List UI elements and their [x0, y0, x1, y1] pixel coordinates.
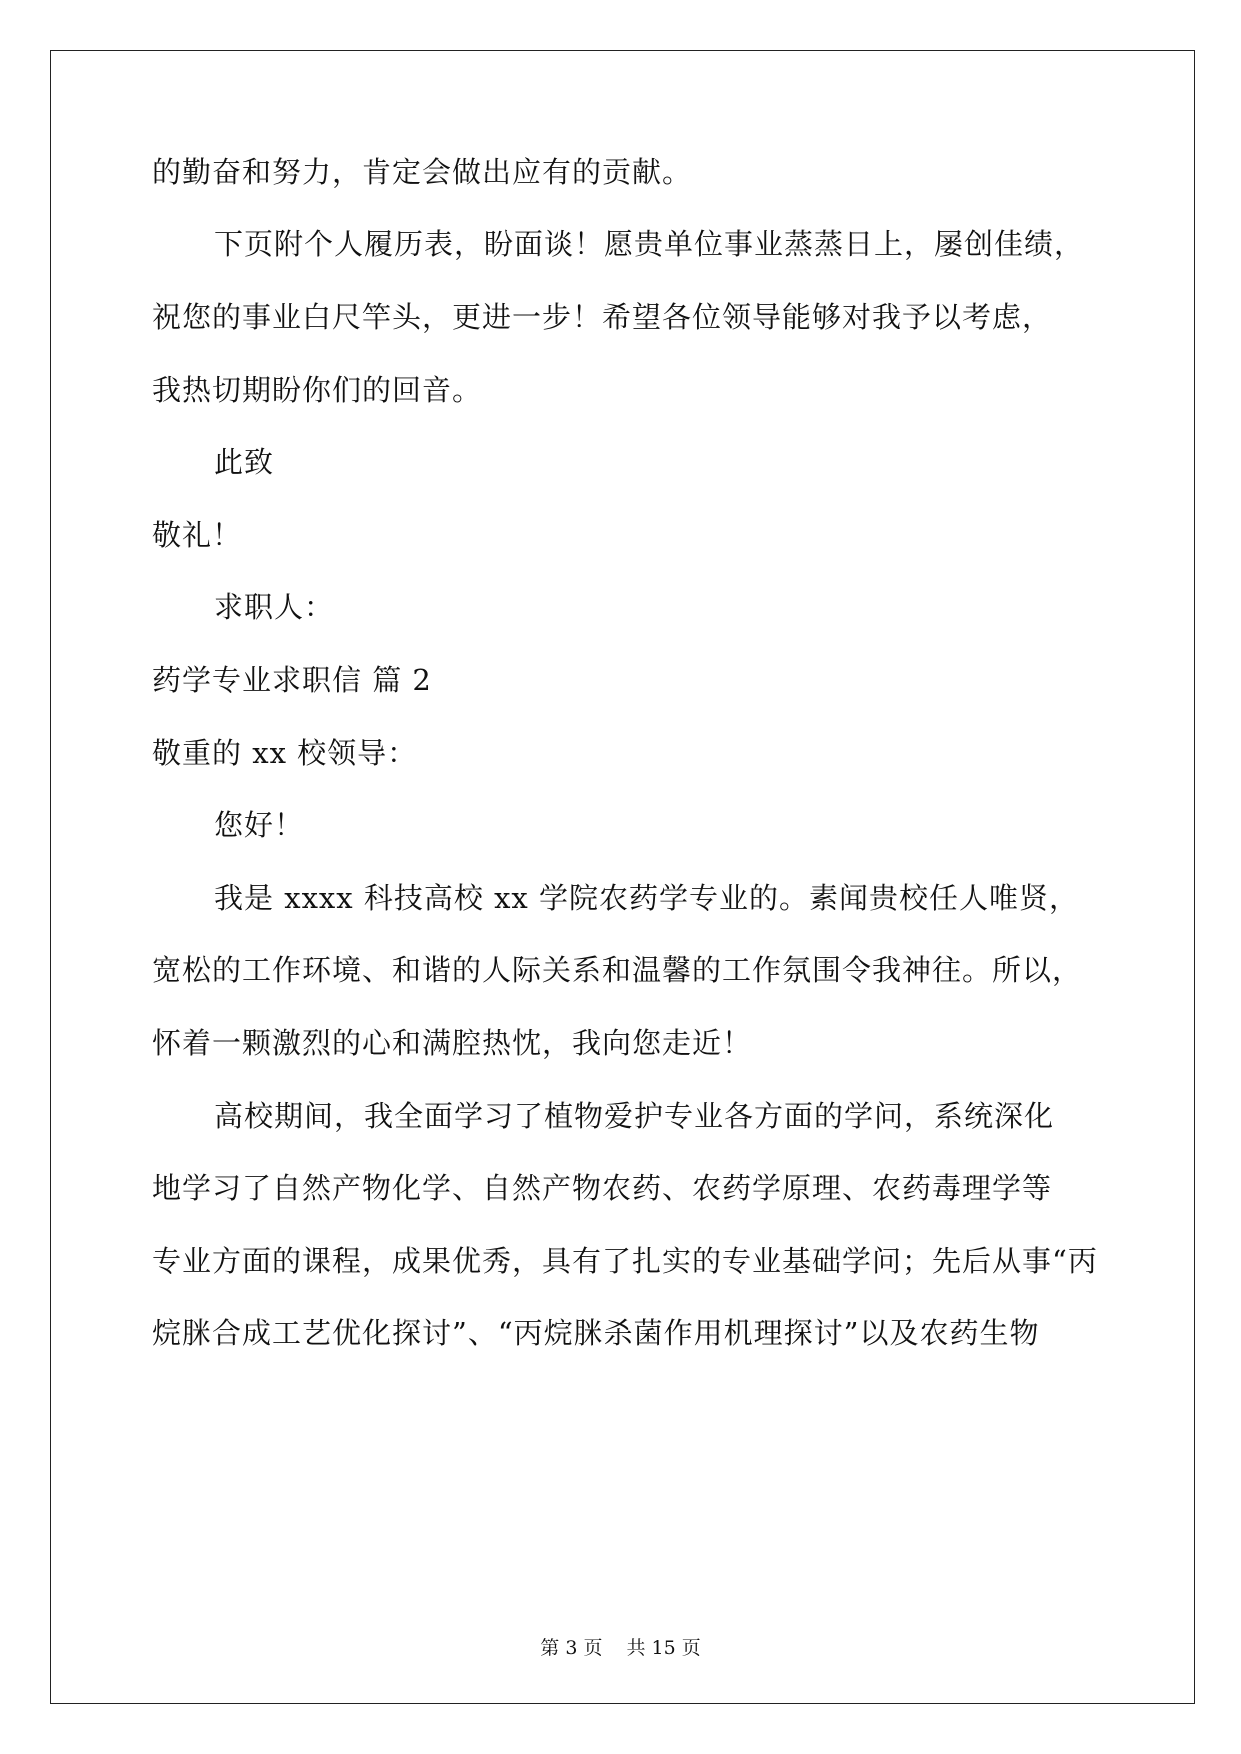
body-line-3: 祝您的事业白尺竿头，更进一步！希望各位领导能够对我予以考虑， — [152, 300, 1053, 334]
letter-greeting: 敬重的 xx 校领导： — [152, 736, 418, 770]
body-line-13: 怀着一颗激烈的心和满腔热忱，我向您走近！ — [152, 1026, 753, 1060]
body-line-17: 烷脒合成工艺优化探讨”、“丙烷脒杀菌作用机理探讨”以及农药生物 — [152, 1316, 1040, 1350]
body-line-14: 高校期间，我全面学习了植物爱护专业各方面的学问，系统深化 — [214, 1099, 1055, 1133]
letter-hello: 您好！ — [214, 808, 305, 842]
closing-salutation: 此致 — [214, 445, 275, 479]
body-line-15: 地学习了自然产物化学、自然产物农药、农药学原理、农药毒理学等 — [152, 1171, 1053, 1205]
body-line-12: 宽松的工作环境、和谐的人际关系和温馨的工作氛围令我神往。所以， — [152, 953, 1083, 987]
body-line-4: 我热切期盼你们的回音。 — [152, 373, 483, 407]
applicant-signature-label: 求职人： — [214, 590, 335, 624]
body-line-16: 专业方面的课程，成果优秀，具有了扎实的专业基础学问；先后从事“丙 — [152, 1244, 1098, 1278]
page-footer — [0, 1636, 1241, 1660]
closing-regards: 敬礼！ — [152, 518, 243, 552]
body-line-2: 下页附个人履历表，盼面谈！愿贵单位事业蒸蒸日上，屡创佳绩， — [214, 227, 1085, 261]
body-line-1: 的勤奋和努力，肯定会做出应有的贡献。 — [152, 155, 693, 189]
page-number: 第 3 页 — [540, 1637, 603, 1659]
page-total: 共 15 页 — [626, 1637, 701, 1659]
section-heading: 药学专业求职信 篇 2 — [152, 663, 432, 697]
body-line-11: 我是 xxxx 科技高校 xx 学院农药学专业的。素闻贵校任人唯贤， — [214, 881, 1080, 915]
